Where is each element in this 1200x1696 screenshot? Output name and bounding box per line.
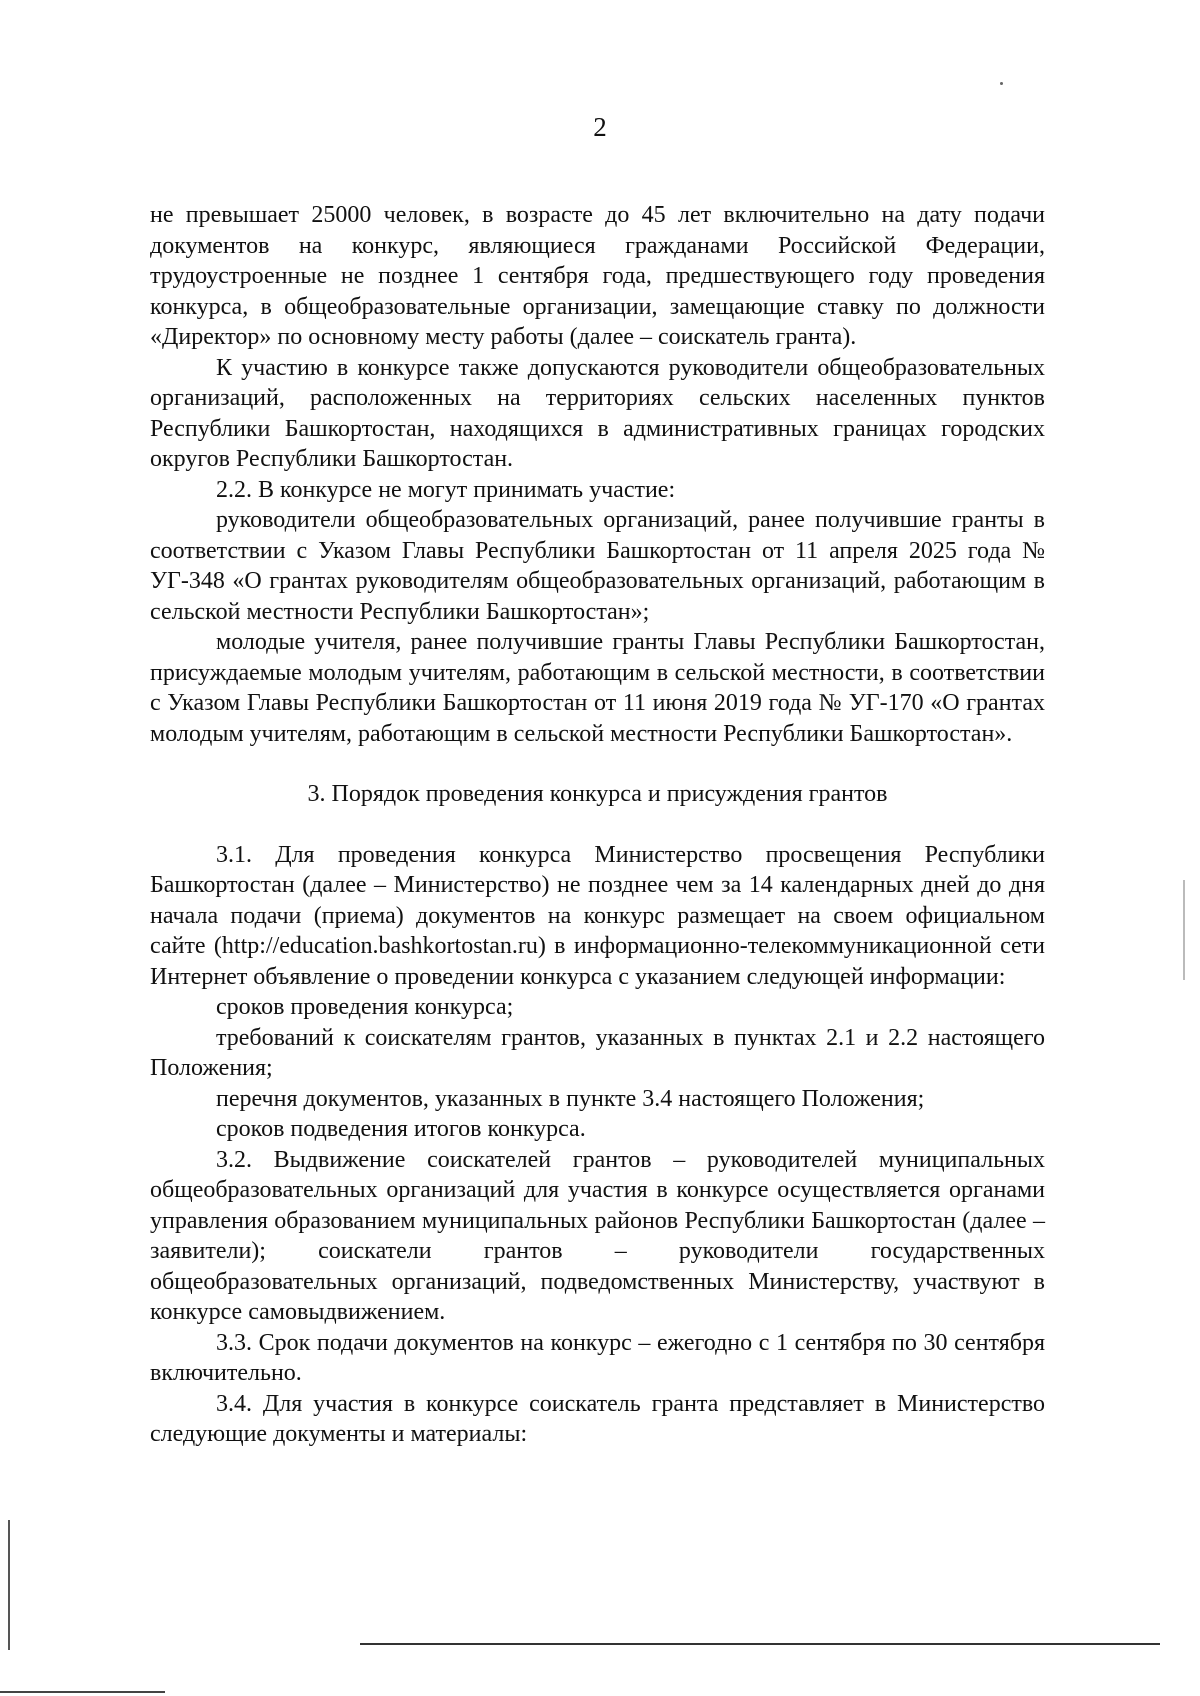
section-2-continuation	[150, 200, 1045, 749]
document-body	[150, 200, 1045, 1450]
paragraph: 3.1. Для проведения конкурса Министерство просвещения Республики Башкортостан (далее – Министерство) не позднее чем за 14 календарных дней до дня начала подачи (приема) документов на конкурс размещает на своем официальном сайте (http://education.bashkortostan.ru) в информационно-телекоммуникационной сети Интернет объявление о проведении конкурса с указанием следующей информации:	[150, 841, 1045, 990]
page-number: 2	[593, 112, 607, 142]
paragraph: 3.2. Выдвижение соискателей грантов – руководителей муниципальных общеобразовательных организаций для участия в конкурсе осуществляется органами управления образованием муниципальных районов Республики Башкортостан (далее – заявители); соискатели грантов – руководители государственных общеобразовательных организаций, подведомственных Министерству, участвуют в конкурсе самовыдвижением.	[150, 1146, 1045, 1325]
paragraph: сроков подведения итогов конкурса.	[216, 1116, 586, 1142]
section-3	[150, 840, 1045, 1450]
scan-artifact	[1183, 880, 1185, 980]
paragraph: перечня документов, указанных в пункте 3.4 настоящего Положения;	[216, 1085, 925, 1112]
paragraph: К участию в конкурсе также допускаются руководители общеобразовательных организаций, расположенных на территориях сельских населенных пунктов Республики Башкортостан, находящихся в административных границах городских округов Республики Башкортостан.	[150, 354, 1045, 472]
paragraph: руководители общеобразовательных организаций, ранее получившие гранты в соответствии с Указом Главы Республики Башкортостан от 11 апреля 2025 года № УГ-348 «О грантах руководителям общеобразовательных организаций, работающим в сельской местности Республики Башкортостан»;	[150, 507, 1045, 625]
scan-artifact	[360, 1643, 1160, 1645]
paragraph: не превышает 25000 человек, в возрасте до 45 лет включительно на дату подачи документов на конкурс, являющиеся гражданами Российской Федерации, трудоустроенные не позднее 1 сентября года, предшествующего году проведения конкурса, в общеобразовательные организации, замещающие ставку по должности «Директор» по основному месту работы (далее – соискатель гранта).	[150, 202, 1045, 350]
paragraph: 3.3. Срок подачи документов на конкурс – ежегодно с 1 сентября по 30 сентября включительно.	[150, 1329, 1045, 1386]
paragraph: 3.4. Для участия в конкурсе соискатель гранта представляет в Министерство следующие документы и материалы:	[150, 1390, 1045, 1447]
paragraph: молодые учителя, ранее получившие гранты Главы Республики Башкортостан, присуждаемые молодым учителям, работающим в сельской местности, в соответствии с Указом Главы Республики Башкортостан от 11 июня 2019 года № УГ-170 «О грантах молодым учителям, работающим в сельской местности Республики Башкортостан».	[150, 629, 1045, 747]
paragraph: требований к соискателям грантов, указанных в пунктах 2.1 и 2.2 настоящего Положения;	[150, 1024, 1045, 1081]
scan-artifact	[8, 1520, 10, 1650]
scan-artifact	[1000, 82, 1003, 85]
paragraph: 2.2. В конкурсе не могут принимать участие:	[216, 476, 676, 503]
paragraph: сроков проведения конкурса;	[216, 994, 514, 1020]
scan-artifact	[0, 1691, 165, 1693]
section-heading: 3. Порядок проведения конкурса и присуждения грантов	[307, 781, 888, 807]
